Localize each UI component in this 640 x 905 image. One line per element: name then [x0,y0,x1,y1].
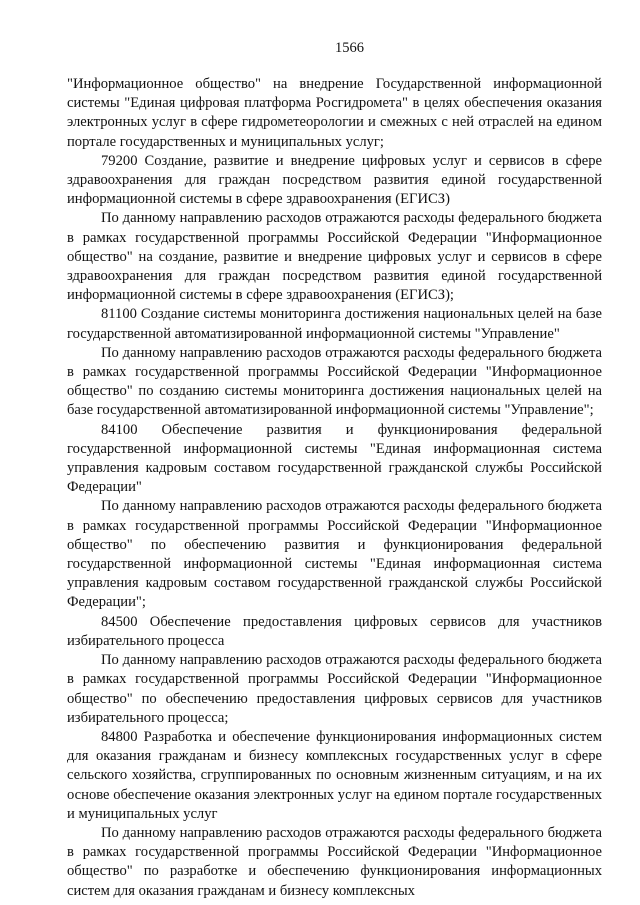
section-heading-84800: 84800 Разработка и обеспечение функционирования информационных систем для оказания гражданам и бизнесу комплексных государственных услуг в сфере сельского хозяйства, сгруппированных по основным жизненным ситуациям, и на их основе обеспечение оказания электронных услуг на едином портале государственных и муниципальных услуг [67,728,602,822]
section-heading-84100: 84100 Обеспечение развития и функционирования федеральной государственной информационной системы "Единая информационная система управления кадровым составом государственной гражданской службы Российской Федерации" [67,421,602,496]
section-heading-81100: 81100 Создание системы мониторинга достижения национальных целей на базе государственной автоматизированной информационной системы "Управление" [67,306,602,342]
document-body [67,75,602,901]
paragraph: По данному направлению расходов отражаются расходы федерального бюджета в рамках государственной программы Российской Федерации "Информационное общество" по разработке и обеспечению функционирования информационных систем для оказания гражданам и бизнесу комплексных [67,824,602,899]
paragraph: По данному направлению расходов отражаются расходы федерального бюджета в рамках государственной программы Российской Федерации "Информационное общество" по обеспечению предоставления цифровых сервисов для участников избирательного процесса; [67,652,602,726]
page-number: 1566 [335,40,364,56]
paragraph: По данному направлению расходов отражаются расходы федерального бюджета в рамках государственной программы Российской Федерации "Информационное общество" по созданию системы мониторинга достижения национальных целей на базе государственной автоматизированной информационной системы "Управление"; [67,344,602,419]
paragraph: "Информационное общество" на внедрение Государственной информационной системы "Единая цифровая платформа Росгидромета" в целях обеспечения оказания электронных услуг в сфере гидрометеорологии и смежных с ней отраслей на едином портале государственных и муниципальных услуг; [67,76,602,150]
paragraph: По данному направлению расходов отражаются расходы федерального бюджета в рамках государственной программы Российской Федерации "Информационное общество" на создание, развитие и внедрение цифровых услуг и сервисов в сфере здравоохранения для граждан посредством развития единой государственной информационной системы в сфере здравоохранения (ЕГИСЗ); [67,210,602,304]
paragraph: По данному направлению расходов отражаются расходы федерального бюджета в рамках государственной программы Российской Федерации "Информационное общество" по обеспечению развития и функционирования федеральной государственной информационной системы "Единая информационная система управления кадровым составом государственной гражданской службы Российской Федерации"; [67,498,602,611]
section-heading-84500: 84500 Обеспечение предоставления цифровых сервисов для участников избирательного процесса [67,613,602,649]
section-heading-79200: 79200 Создание, развитие и внедрение цифровых услуг и сервисов в сфере здравоохранения для граждан посредством развития единой государственной информационной системы в сфере здравоохранения (ЕГИСЗ) [67,152,602,208]
